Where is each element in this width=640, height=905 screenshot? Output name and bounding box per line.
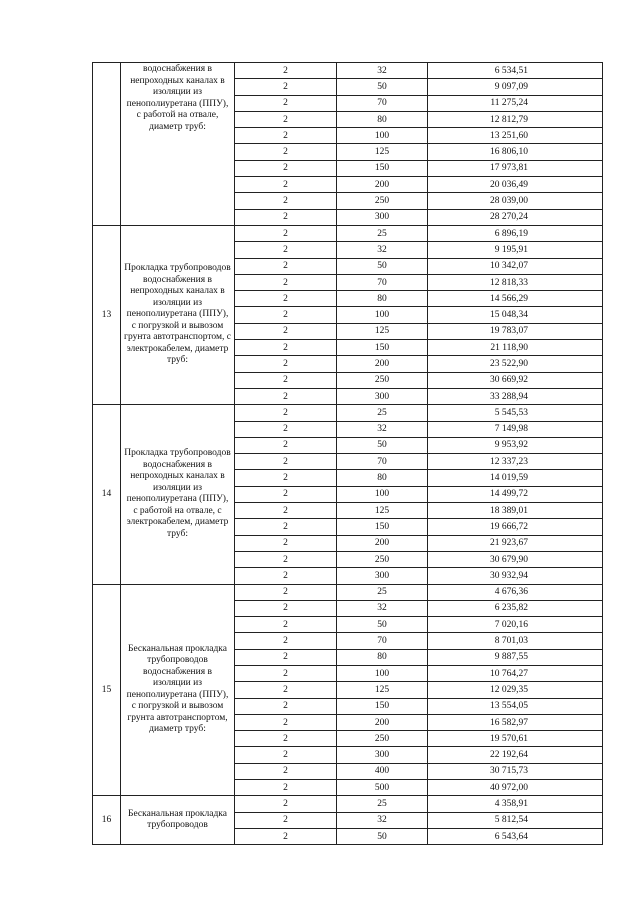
price-cell: 40 972,00: [428, 780, 603, 796]
diameter-cell: 80: [337, 470, 428, 486]
table-row: [93, 796, 603, 812]
category-cell: 2: [235, 258, 337, 274]
price-cell: 17 973,81: [428, 160, 603, 176]
category-cell: 2: [235, 160, 337, 176]
price-cell: 6 896,19: [428, 225, 603, 241]
price-cell: 12 029,35: [428, 682, 603, 698]
price-cell: 9 887,55: [428, 649, 603, 665]
diameter-cell: 70: [337, 274, 428, 290]
diameter-cell: 200: [337, 177, 428, 193]
price-cell: 28 270,24: [428, 209, 603, 225]
diameter-cell: 32: [337, 242, 428, 258]
category-cell: 2: [235, 584, 337, 600]
diameter-cell: 80: [337, 649, 428, 665]
price-cell: 16 806,10: [428, 144, 603, 160]
item-number: 13: [93, 225, 121, 404]
price-cell: 21 923,67: [428, 535, 603, 551]
category-cell: 2: [235, 551, 337, 567]
diameter-cell: 125: [337, 682, 428, 698]
price-cell: 14 566,29: [428, 291, 603, 307]
price-cell: 14 019,59: [428, 470, 603, 486]
diameter-cell: 150: [337, 160, 428, 176]
category-cell: 2: [235, 519, 337, 535]
diameter-cell: 80: [337, 291, 428, 307]
category-cell: 2: [235, 698, 337, 714]
item-description: Прокладка трубопроводов водоснабжения в непроходных каналах в изоляции из пенополиуретана (ППУ), с работой на отвале, с электрокабелем, диаметр труб:: [121, 405, 235, 584]
price-cell: 9 953,92: [428, 437, 603, 453]
price-cell: 6 235,82: [428, 600, 603, 616]
category-cell: 2: [235, 63, 337, 79]
diameter-cell: 250: [337, 551, 428, 567]
price-cell: 15 048,34: [428, 307, 603, 323]
category-cell: 2: [235, 307, 337, 323]
diameter-cell: 150: [337, 340, 428, 356]
item-number: 15: [93, 584, 121, 796]
category-cell: 2: [235, 291, 337, 307]
category-cell: 2: [235, 486, 337, 502]
diameter-cell: 125: [337, 144, 428, 160]
category-cell: 2: [235, 812, 337, 828]
item-description: водоснабжения в непроходных каналах в изоляции из пенополиуретана (ППУ), с работой на отвале, диаметр труб:: [121, 63, 235, 226]
price-cell: 13 554,05: [428, 698, 603, 714]
category-cell: 2: [235, 600, 337, 616]
price-cell: 6 543,64: [428, 828, 603, 844]
diameter-cell: 500: [337, 780, 428, 796]
price-cell: 23 522,90: [428, 356, 603, 372]
diameter-cell: 300: [337, 568, 428, 584]
category-cell: 2: [235, 763, 337, 779]
price-cell: 13 251,60: [428, 128, 603, 144]
price-cell: 19 783,07: [428, 323, 603, 339]
diameter-cell: 50: [337, 617, 428, 633]
category-cell: 2: [235, 323, 337, 339]
diameter-cell: 25: [337, 796, 428, 812]
price-cell: 12 337,23: [428, 454, 603, 470]
diameter-cell: 250: [337, 372, 428, 388]
table-row: [93, 405, 603, 421]
diameter-cell: 300: [337, 388, 428, 404]
diameter-cell: 200: [337, 356, 428, 372]
price-table: [92, 62, 603, 845]
price-cell: 9 097,09: [428, 79, 603, 95]
category-cell: 2: [235, 340, 337, 356]
item-number: 14: [93, 405, 121, 584]
category-cell: 2: [235, 649, 337, 665]
diameter-cell: 300: [337, 747, 428, 763]
category-cell: 2: [235, 95, 337, 111]
category-cell: 2: [235, 356, 337, 372]
price-cell: 21 118,90: [428, 340, 603, 356]
diameter-cell: 200: [337, 714, 428, 730]
price-cell: 7 149,98: [428, 421, 603, 437]
diameter-cell: 125: [337, 323, 428, 339]
price-cell: 28 039,00: [428, 193, 603, 209]
category-cell: 2: [235, 731, 337, 747]
diameter-cell: 50: [337, 79, 428, 95]
diameter-cell: 50: [337, 258, 428, 274]
diameter-cell: 150: [337, 519, 428, 535]
diameter-cell: 50: [337, 828, 428, 844]
diameter-cell: 125: [337, 503, 428, 519]
price-cell: 20 036,49: [428, 177, 603, 193]
table-row: [93, 584, 603, 600]
price-cell: 18 389,01: [428, 503, 603, 519]
diameter-cell: 25: [337, 225, 428, 241]
table-row: [93, 225, 603, 241]
item-description: Прокладка трубопроводов водоснабжения в непроходных каналах в изоляции из пенополиуретана (ППУ), с погрузкой и вывозом грунта автотранспортом, с электрокабелем, диаметр труб:: [121, 225, 235, 404]
diameter-cell: 250: [337, 193, 428, 209]
category-cell: 2: [235, 568, 337, 584]
category-cell: 2: [235, 437, 337, 453]
category-cell: 2: [235, 714, 337, 730]
diameter-cell: 70: [337, 454, 428, 470]
category-cell: 2: [235, 79, 337, 95]
category-cell: 2: [235, 796, 337, 812]
category-cell: 2: [235, 388, 337, 404]
category-cell: 2: [235, 242, 337, 258]
category-cell: 2: [235, 617, 337, 633]
diameter-cell: 150: [337, 698, 428, 714]
diameter-cell: 70: [337, 633, 428, 649]
diameter-cell: 32: [337, 421, 428, 437]
price-cell: 12 818,33: [428, 274, 603, 290]
price-cell: 5 545,53: [428, 405, 603, 421]
category-cell: 2: [235, 535, 337, 551]
category-cell: 2: [235, 274, 337, 290]
category-cell: 2: [235, 633, 337, 649]
price-cell: 11 275,24: [428, 95, 603, 111]
diameter-cell: 70: [337, 95, 428, 111]
category-cell: 2: [235, 111, 337, 127]
diameter-cell: 50: [337, 437, 428, 453]
price-cell: 10 764,27: [428, 665, 603, 681]
price-cell: 4 676,36: [428, 584, 603, 600]
price-table-body: [93, 63, 603, 845]
category-cell: 2: [235, 503, 337, 519]
category-cell: 2: [235, 128, 337, 144]
diameter-cell: 32: [337, 63, 428, 79]
category-cell: 2: [235, 470, 337, 486]
price-cell: 22 192,64: [428, 747, 603, 763]
category-cell: 2: [235, 682, 337, 698]
diameter-cell: 32: [337, 600, 428, 616]
category-cell: 2: [235, 177, 337, 193]
price-cell: 19 570,61: [428, 731, 603, 747]
category-cell: 2: [235, 225, 337, 241]
diameter-cell: 32: [337, 812, 428, 828]
item-description: Бесканальная прокладка трубопроводов: [121, 796, 235, 845]
price-cell: 33 288,94: [428, 388, 603, 404]
price-cell: 30 669,92: [428, 372, 603, 388]
price-cell: 30 679,90: [428, 551, 603, 567]
category-cell: 2: [235, 665, 337, 681]
price-cell: 7 020,16: [428, 617, 603, 633]
category-cell: 2: [235, 144, 337, 160]
price-cell: 8 701,03: [428, 633, 603, 649]
price-cell: 16 582,97: [428, 714, 603, 730]
price-cell: 12 812,79: [428, 111, 603, 127]
diameter-cell: 100: [337, 128, 428, 144]
diameter-cell: 25: [337, 405, 428, 421]
item-number: [93, 63, 121, 226]
category-cell: 2: [235, 780, 337, 796]
diameter-cell: 100: [337, 486, 428, 502]
price-cell: 5 812,54: [428, 812, 603, 828]
diameter-cell: 250: [337, 731, 428, 747]
diameter-cell: 300: [337, 209, 428, 225]
price-cell: 14 499,72: [428, 486, 603, 502]
price-cell: 4 358,91: [428, 796, 603, 812]
category-cell: 2: [235, 828, 337, 844]
diameter-cell: 200: [337, 535, 428, 551]
item-description: Бесканальная прокладка трубопроводов водоснабжения в изоляции из пенополиуретана (ППУ), с погрузкой и вывозом грунта автотранспортом, диаметр труб:: [121, 584, 235, 796]
table-row: [93, 63, 603, 79]
category-cell: 2: [235, 454, 337, 470]
price-cell: 30 715,73: [428, 763, 603, 779]
diameter-cell: 100: [337, 665, 428, 681]
category-cell: 2: [235, 372, 337, 388]
item-number: 16: [93, 796, 121, 845]
price-cell: 9 195,91: [428, 242, 603, 258]
category-cell: 2: [235, 747, 337, 763]
price-cell: 10 342,07: [428, 258, 603, 274]
price-cell: 19 666,72: [428, 519, 603, 535]
diameter-cell: 80: [337, 111, 428, 127]
price-cell: 30 932,94: [428, 568, 603, 584]
diameter-cell: 400: [337, 763, 428, 779]
category-cell: 2: [235, 193, 337, 209]
diameter-cell: 25: [337, 584, 428, 600]
price-cell: 6 534,51: [428, 63, 603, 79]
diameter-cell: 100: [337, 307, 428, 323]
category-cell: 2: [235, 209, 337, 225]
category-cell: 2: [235, 405, 337, 421]
category-cell: 2: [235, 421, 337, 437]
